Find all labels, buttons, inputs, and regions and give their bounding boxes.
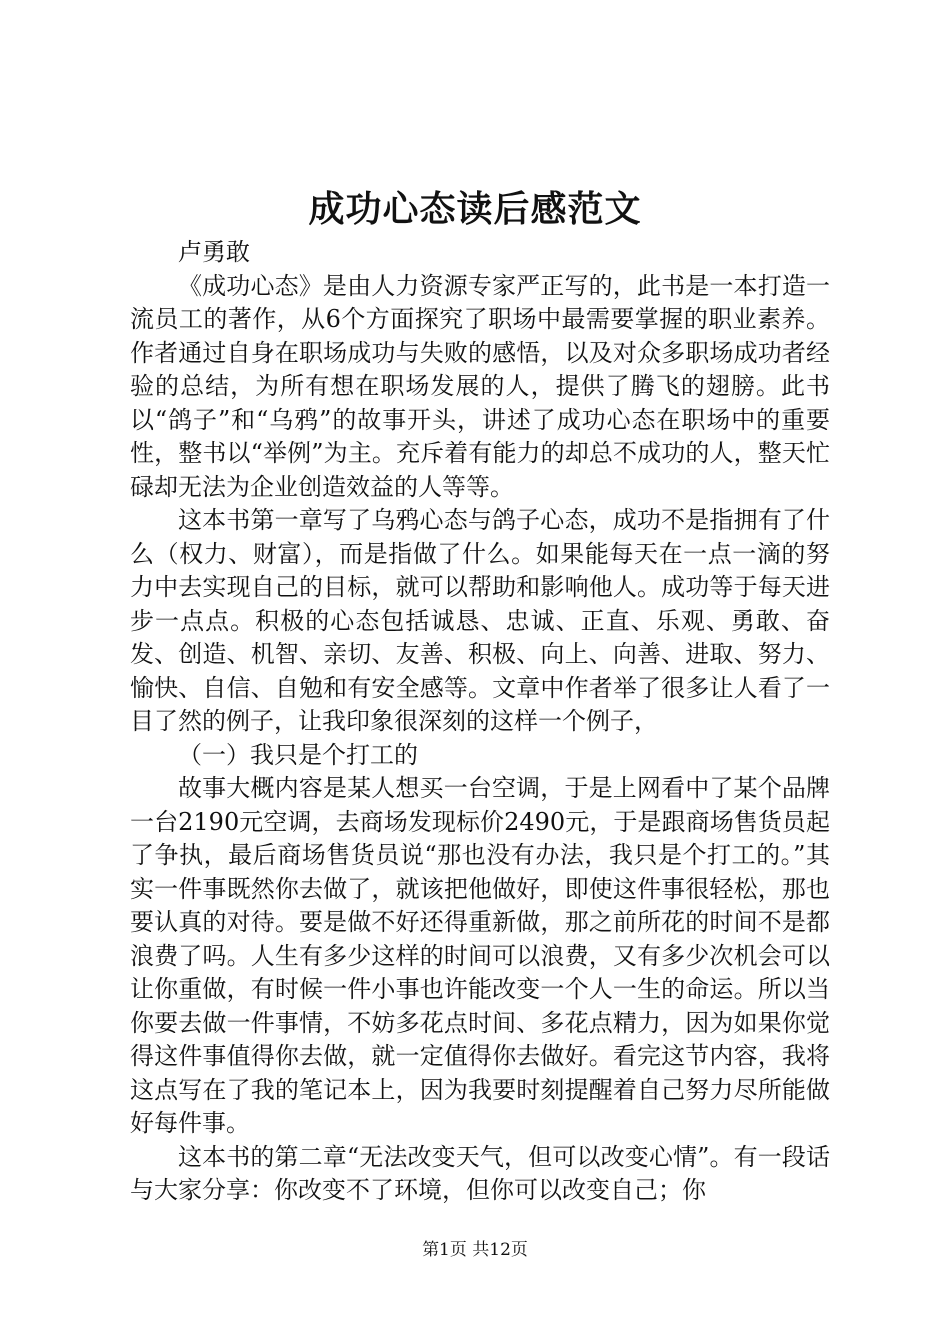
document-title: 成功心态读后感范文	[308, 188, 642, 230]
author-line: 卢勇敢	[178, 238, 250, 266]
paragraph-4: 这本书的第二章“无法改变天气，但可以改变心情”。有一段话与大家分享：你改变不了环境，但你可以改变自己；你	[130, 1142, 830, 1204]
paragraph-1: 《成功心态》是由人力资源专家严正写的，此书是一本打造一流员工的著作，从6个方面探究了职场中最需要掌握的职业素养。作者通过自身在职场成功与失败的感悟，以及对众多职场成功者经验的总结，为所有想在职场发展的人，提供了腾飞的翅膀。此书以“鸽子”和“乌鸦”的故事开头，讲述了成功心态在职场中的重要性，整书以“举例”为主。充斥着有能力的却总不成功的人，整天忙碌却无法为企业创造效益的人等等。	[130, 271, 830, 501]
paragraph-3: 故事大概内容是某人想买一台空调，于是上网看中了某个品牌一台2190元空调，去商场发现标价2490元，于是跟商场售货员起了争执，最后商场售货员说“那也没有办法，我只是个打工的。”其实一件事既然你去做了，就该把他做好，即使这件事很轻松，那也要认真的对待。要是做不好还得重新做，那之前所花的时间不是都浪费了吗。人生有多少这样的时间可以浪费，又有多少次机会可以让你重做，有时候一件小事也许能改变一个人一生的命运。所以当你要去做一件事情，不妨多花点时间、多花点精力，因为如果你觉得这件事值得你去做，就一定值得你去做好。看完这节内容，我将这点写在了我的笔记本上，因为我要时刻提醒着自己努力尽所能做好每件事。	[130, 774, 830, 1137]
paragraph-2: 这本书第一章写了乌鸦心态与鸽子心态，成功不是指拥有了什么（权力、财富），而是指做了什么。如果能每天在一点一滴的努力中去实现自己的目标，就可以帮助和影响他人。成功等于每天进步一点点。积极的心态包括诚恳、忠诚、正直、乐观、勇敢、奋发、创造、机智、亲切、友善、积极、向上、向善、进取、努力、愉快、自信、自勉和有安全感等。文章中作者举了很多让人看了一目了然的例子，让我印象很深刻的这样一个例子，	[130, 506, 830, 735]
page-footer: 第1页 共12页	[422, 1240, 528, 1260]
document-body	[130, 236, 830, 1208]
section-heading: （一）我只是个打工的	[178, 740, 418, 769]
